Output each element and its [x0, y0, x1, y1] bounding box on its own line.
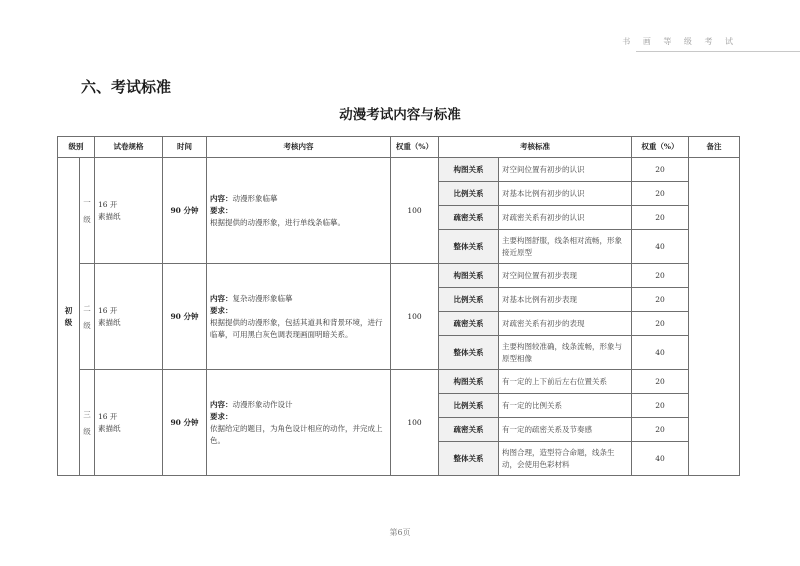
content-title: 复杂动漫形象临摹 [232, 293, 293, 303]
paper-type: 素描纸 [98, 211, 121, 221]
paper-size: 16 开 [98, 199, 118, 209]
aspect-standard: 对基本比例有初步的认识 [499, 182, 632, 206]
aspect-name: 整体关系 [439, 336, 499, 370]
sublevel-cell [80, 264, 95, 370]
weight-cell: 100 [391, 370, 439, 476]
aspect-weight: 40 [632, 230, 689, 264]
aspect-weight: 40 [632, 336, 689, 370]
aspect-weight: 20 [632, 288, 689, 312]
header-notes: 备注 [689, 137, 740, 158]
table-row [58, 264, 740, 288]
paper-size: 16 开 [98, 411, 118, 421]
weight-cell: 100 [391, 158, 439, 264]
level-cell [58, 158, 80, 476]
aspect-standard: 有一定的疏密关系及节奏感 [499, 418, 632, 442]
weight-cell: 100 [391, 264, 439, 370]
requirement-label: 要求： [210, 305, 233, 315]
notes-cell [689, 158, 740, 476]
requirement-text: 依据给定的题目，为角色设计相应的动作，并完成上色。 [210, 423, 383, 445]
aspect-weight: 20 [632, 264, 689, 288]
aspect-standard: 有一定的上下前后左右位置关系 [499, 370, 632, 394]
aspect-name: 构图关系 [439, 370, 499, 394]
sublevel-cell [80, 158, 95, 264]
duration-cell: 90 分钟 [163, 264, 207, 370]
aspect-name: 整体关系 [439, 442, 499, 476]
aspect-standard: 主要构图舒服，线条相对流畅，形象接近原型 [499, 230, 632, 264]
content-title: 动漫形象临摹 [232, 193, 278, 203]
aspect-name: 比例关系 [439, 288, 499, 312]
header-row [58, 137, 740, 158]
section-heading: 六、考试标准 [81, 78, 172, 96]
paper-cell [95, 158, 163, 264]
sublevel-number: 三 [83, 409, 91, 419]
aspect-weight: 20 [632, 206, 689, 230]
aspect-name: 构图关系 [439, 158, 499, 182]
content-cell [207, 158, 391, 264]
content-label: 内容： [210, 293, 233, 303]
content-label: 内容： [210, 399, 233, 409]
header-standard: 考核标准 [439, 137, 632, 158]
content-title: 动漫形象动作设计 [232, 399, 293, 409]
requirement-text: 根据提供的动漫形象，进行单线条临摹。 [210, 217, 345, 227]
aspect-weight: 20 [632, 418, 689, 442]
requirement-label: 要求： [210, 205, 233, 215]
aspect-standard: 对基本比例有初步表现 [499, 288, 632, 312]
aspect-name: 疏密关系 [439, 206, 499, 230]
sublevel-suffix: 级 [83, 214, 91, 224]
header-paper: 试卷规格 [95, 137, 163, 158]
header-rule [636, 51, 800, 52]
header-weight: 权重（%） [391, 137, 439, 158]
aspect-standard: 主要构图较准确，线条流畅，形象与原型相像 [499, 336, 632, 370]
aspect-weight: 20 [632, 394, 689, 418]
requirement-label: 要求： [210, 411, 233, 421]
aspect-weight: 20 [632, 158, 689, 182]
table-row [58, 370, 740, 394]
aspect-weight: 40 [632, 442, 689, 476]
aspect-standard: 构图合理，造型符合命题，线条生动，会使用色彩材料 [499, 442, 632, 476]
header-aspect-weight: 权重（%） [632, 137, 689, 158]
aspect-weight: 20 [632, 370, 689, 394]
sublevel-suffix: 级 [83, 426, 91, 436]
aspect-name: 比例关系 [439, 182, 499, 206]
aspect-standard: 对空间位置有初步表现 [499, 264, 632, 288]
exam-standards-table [57, 136, 740, 476]
content-cell [207, 264, 391, 370]
duration-cell: 90 分钟 [163, 158, 207, 264]
paper-cell [95, 264, 163, 370]
paper-size: 16 开 [98, 305, 118, 315]
sublevel-number: 一 [83, 197, 91, 207]
running-header: 书 画 等 级 考 试 [622, 37, 738, 46]
sublevel-cell [80, 370, 95, 476]
paper-cell [95, 370, 163, 476]
aspect-standard: 对疏密关系有初步的认识 [499, 206, 632, 230]
aspect-name: 比例关系 [439, 394, 499, 418]
aspect-standard: 对空间位置有初步的认识 [499, 158, 632, 182]
aspect-name: 疏密关系 [439, 312, 499, 336]
aspect-standard: 对疏密关系有初步的表现 [499, 312, 632, 336]
aspect-weight: 20 [632, 182, 689, 206]
paper-type: 素描纸 [98, 423, 121, 433]
aspect-weight: 20 [632, 312, 689, 336]
table-title: 动漫考试内容与标准 [339, 107, 461, 123]
header-content: 考核内容 [207, 137, 391, 158]
table-row [58, 158, 740, 182]
aspect-standard: 有一定的比例关系 [499, 394, 632, 418]
header-level: 级别 [58, 137, 95, 158]
paper-type: 素描纸 [98, 317, 121, 327]
sublevel-suffix: 级 [83, 320, 91, 330]
requirement-text: 根据提供的动漫形象，包括其道具和背景环境，进行临摹，可用黑白灰色调表现画面明暗关系。 [210, 317, 383, 339]
aspect-name: 疏密关系 [439, 418, 499, 442]
page-number: 第6页 [389, 528, 411, 537]
header-time: 时间 [163, 137, 207, 158]
aspect-name: 构图关系 [439, 264, 499, 288]
level-label: 初级 [64, 305, 73, 327]
duration-cell: 90 分钟 [163, 370, 207, 476]
content-cell [207, 370, 391, 476]
aspect-name: 整体关系 [439, 230, 499, 264]
content-label: 内容： [210, 193, 233, 203]
sublevel-number: 二 [83, 303, 91, 313]
